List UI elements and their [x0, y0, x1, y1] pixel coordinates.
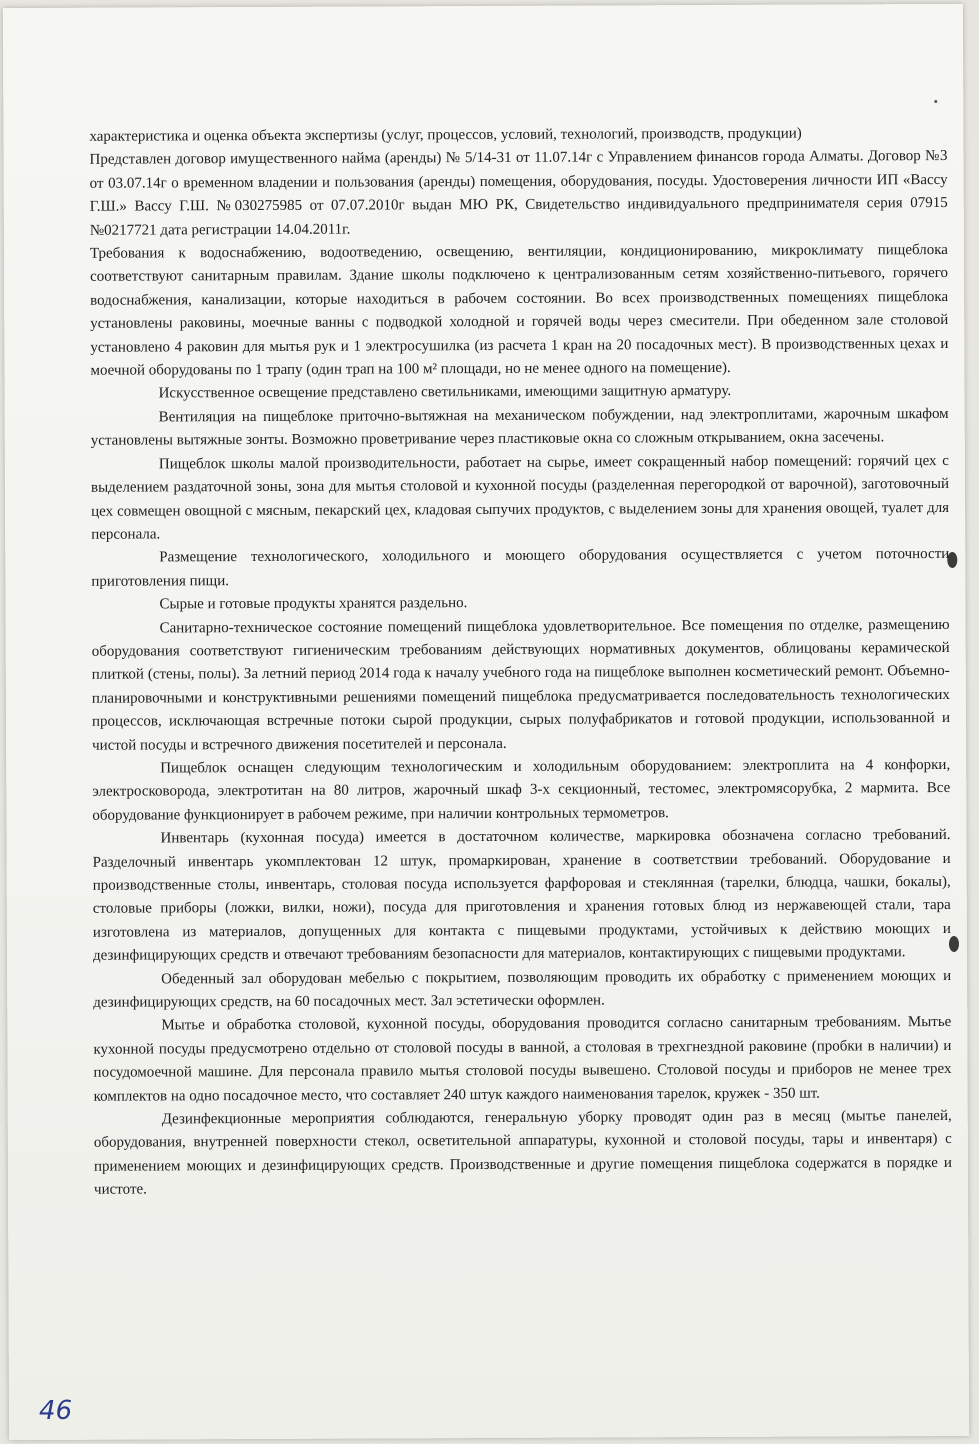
paragraph-lighting: Искусственное освещение представлено светильниками, имеющими защитную арматуру.	[158, 383, 732, 402]
paragraph-subject: характеристика и оценка объекта экспертизы (услуг, процессов, условий, технологий, производств, продукции)	[89, 125, 802, 145]
paragraph-kitchen-rooms: Пищеблок школы малой производительности, работает на сырье, имеет сокращенный набор помещений: горячий цех с выделением раздаточной зоны, зона для мытья столовой и кухонной посуды (разделенная перегородкой от варочной), заготовочный цех совмещен овощной с мясным, пекарский цех, кладовая сыпучих продуктов, с выделением зоны для хранения овощей, туалет для персонала.	[90, 452, 950, 543]
paragraph-sanitary-condition: Санитарно-техническое состояние помещений пищеблока удовлетворительное. Все помещения по отделке, размещению оборудования соответствуют гигиеническим требованиям действующих нормативных документов, облицованы керамической плиткой (стены, полы). За летний период 2014 года к началу учебного года на пищеблоке выполнен косметический ремонт. Объемно-планировочными и конструктивными решениями помещений пищеблока предусматривается последовательность технологических процессов, исключающая встречные потоки сырой продукции, сырых полуфабрикатов и готовой продукции, использованной и чистой посуды и встречного движения посетителей и персонала.	[91, 616, 951, 754]
paragraph-ventilation: Вентиляция на пищеблоке приточно-вытяжная на механическом побуждении, над электроплитами, жарочным шкафом установлены вытяжные зонты. Возможно проветривание через пластиковые окна со сложным открыванием, окна засечены.	[90, 405, 949, 450]
paragraph-equipment-list: Пищеблок оснащен следующим технологическим и холодильным оборудованием: электроплита на 4 конфорки, электросковорода, электротитан на 80 литров, жарочный шкаф 3-х секционный, тестомес, электромясорубка, 2 мармита. Все оборудование функционирует в рабочем режиме, при наличии контрольных термометров.	[92, 756, 951, 824]
paragraph-storage: Сырые и готовые продукты хранятся раздельно.	[159, 595, 468, 613]
document-body	[89, 122, 952, 1202]
paragraph-inventory: Инвентарь (кухонная посуда) имеется в достаточном количестве, маркировка обозначена согласно требований. Разделочный инвентарь укомплектован 12 штук, промаркирован, хранение в соответствии требований. Оборудование и производственные столы, инвентарь, столовая посуда используется фарфоровая и стеклянная (тарелки, блюдца, чашки, бокалы), столовые приборы (ложки, вилки, ножи), посуда для приготовления и хранения готовых блюд из нержавеющей стали, тара изготовлена из материалов, допущенных для контакта с пищевыми продуктами, устойчивых к действию моющих и дезинфицирующих средств и отвечают требованиям безопасности для материалов, контактирующих с пищевыми продуктами.	[92, 827, 951, 964]
paragraph-equipment-placement: Размещение технологического, холодильного и моющего оборудования осуществляется с учетом поточности приготовления пищи.	[91, 546, 950, 590]
ink-dot	[934, 100, 937, 103]
document-page	[3, 4, 969, 1440]
paragraph-dishwashing: Мытье и обработка столовой, кухонной посуды, оборудования проводится согласно санитарным требованиям. Мытье кухонной посуды предусмотрено отдельно от столовой посуды в ванной, а столовая в трехгнездной раковине (пробки в наличии) и посудомоечной машине. Для персонала правило мытья столовой посуды вывешено. Столовой посуды и приборов не менее трех комплектов на одно посадочное место, что составляет 240 штук каждого наименования тарелок, кружек - 350 шт.	[93, 1014, 952, 1105]
paragraph-lease-contract: Представлен договор имущественного найма (аренды) № 5/14-31 от 11.07.14г с Управлением финансов города Алматы. Договор №3 от 03.07.14г о временном владении и пользования (аренды) помещения, оборудования, посуды. Удостоверения личности ИП «Вассу Г.Ш.» Вассу Г.Ш. №030275985 от 07.07.2010г выдан МЮ РК, Свидетельство индивидуального предпринимателя серия 07915 №0217721 дата регистрации 14.04.2011г.	[89, 148, 948, 239]
paragraph-dining-hall: Обеденный зал оборудован мебелью с покрытием, позволяющим проводить их обработку с применением моющих и дезинфицирующих средств, на 60 посадочных мест. Зал эстетически оформлен.	[93, 967, 952, 1011]
handwritten-page-number: 46	[38, 1395, 73, 1426]
paragraph-disinfection: Дезинфекционные мероприятия соблюдаются, генеральную уборку проводят один раз в месяц (мытье панелей, оборудования, внутренней поверхности стекол, осветительной аппаратуры, кухонной и столовой посуды, тары и инвентаря) с применением моющих и дезинфицирующих средств. Производственные и другие помещения пищеблока содержатся в порядке и чистоте.	[93, 1108, 952, 1198]
paragraph-water-supply: Требования к водоснабжению, водоотведению, освещению, вентиляции, кондиционированию, микроклимату пищеблока соответствуют санитарным правилам. Здание школы подключено к централизованным сетям хозяйственно-питьевого, горячего водоснабжения, канализации, которые находиться в рабочем состоянии. Во всех производственных помещениях пищеблока установлены раковины, моечные ванны с подводкой холодной и горячей воды через смесители. При обеденном зале столовой установлено 4 раковин для мытья рук и 1 электросушилка (из расчета 1 кран на 20 посадочных мест). В производственных цехах и моечной оборудованы по 1 трапу (один трап на 100 м² площади, но не менее одного на помещение).	[89, 242, 949, 379]
